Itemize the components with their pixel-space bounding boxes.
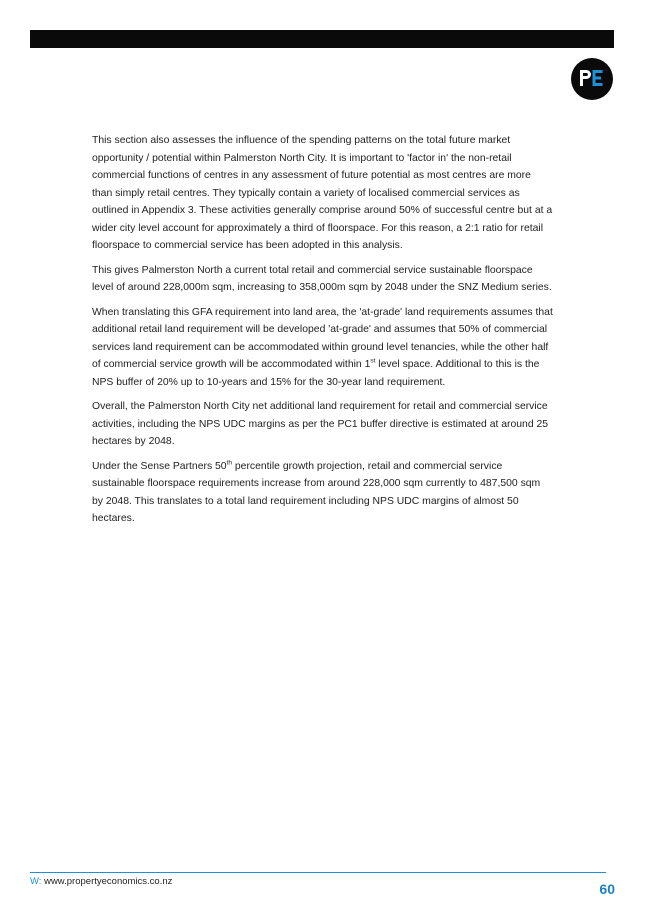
footer-web-label: W:: [30, 876, 42, 887]
footer-web-url[interactable]: www.propertyeconomics.co.nz: [44, 876, 173, 887]
paragraph-3-text-a: When translating this GFA requirement into land area, the 'at-grade' land requirements assumes that additional retail land requirement will be developed 'at-grade' and assumes that 50% of commercial services land requirement can be accommodated within ground level tenancies, while the other half of commercial service growth will be accommodated within 1: [92, 306, 553, 370]
paragraph-4: Overall, the Palmerston North City net additional land requirement for retail and commercial service activities, including the NPS UDC margins as per the PC1 buffer directive is estimated at around 25 hectares by 2048.: [92, 401, 549, 447]
paragraph-3: [92, 304, 554, 392]
paragraph-3-superscript: st: [370, 357, 376, 365]
pe-logo-mark: [571, 58, 613, 100]
paragraph-2: This gives Palmerston North a current total retail and commercial service sustainable floorspace level of around 228,000m sqm, increasing to 358,000m sqm by 2048 under the SNZ Medium series.: [92, 264, 552, 293]
pe-logo-icon: [571, 58, 613, 100]
paragraph-3-text-b: level space. Additional to this is the NPS buffer of 20% up to 10-years and 15% for the 30-year land requirement.: [92, 359, 540, 388]
paragraph-5: [92, 458, 554, 528]
paragraph-5-superscript: th: [226, 459, 233, 467]
footer-divider: [30, 872, 606, 873]
page-number: 60: [599, 881, 615, 897]
paragraph-1: This section also assesses the influence of the spending patterns on the total future market opportunity / potential within Palmerston North City. It is important to 'factor in' the non-retail commercial functions of centres in any assessment of future potential as most centres are more than simply retail centres. They typically contain a variety of localised commercial services as outlined in Appendix 3. These activities generally comprise around 50% of successful centre but at a wider city level account for approximately a third of floorspace. For this reason, a 2:1 ratio for retail floorspace to commercial service has been adopted in this analysis.: [92, 135, 553, 251]
paragraph-5-text-a: Under the Sense Partners 50: [92, 460, 227, 472]
paragraph-5-text-b: percentile growth projection, retail and commercial service sustainable floorspace requirements increase from around 228,000 sqm currently to 487,500 sqm by 2048. This translates to a total land requirement including NPS UDC margins of almost 50 hectares.: [92, 460, 541, 524]
header-bar: [30, 30, 614, 48]
footer-website: [30, 876, 172, 887]
body-text: [92, 132, 554, 535]
